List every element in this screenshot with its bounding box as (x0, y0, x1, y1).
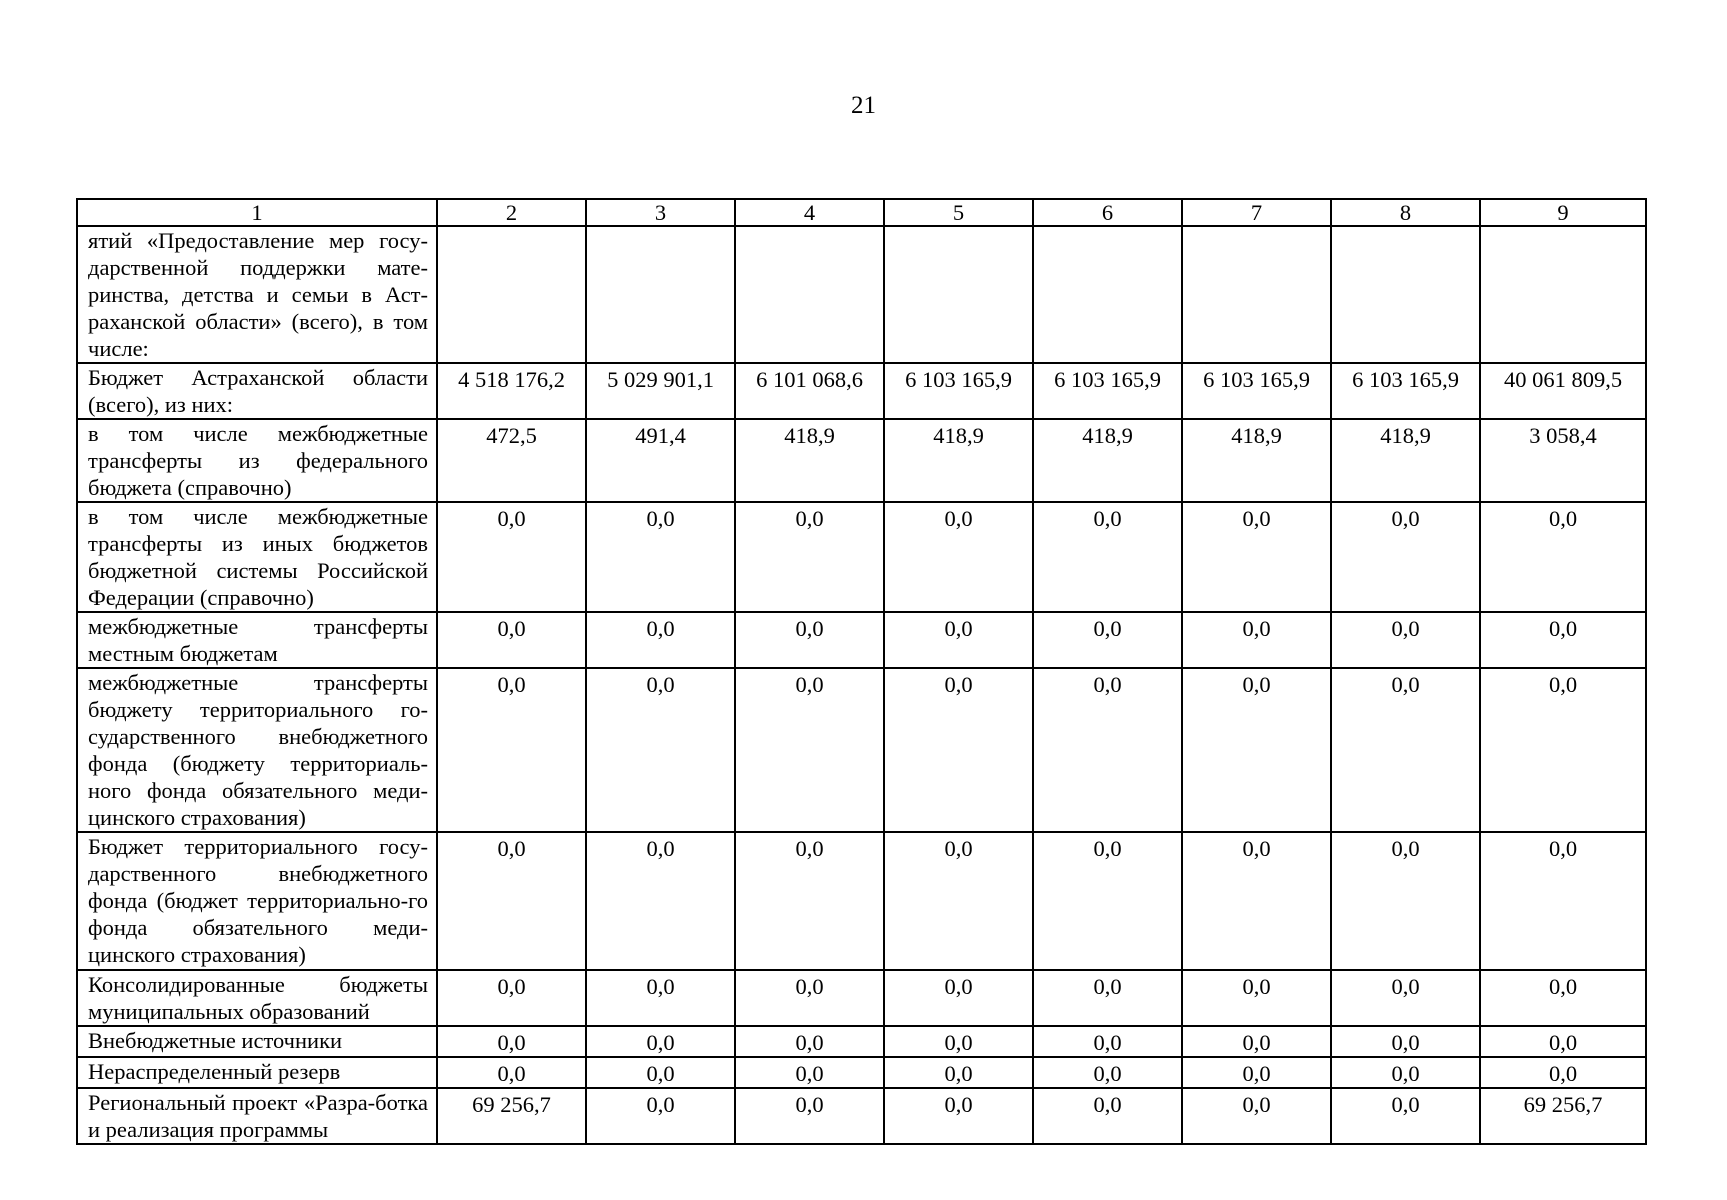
table-cell (1331, 226, 1480, 363)
table-cell: 69 256,7 (437, 1088, 586, 1144)
table-cell (1033, 226, 1182, 363)
row-label: Внебюджетные источники (77, 1026, 437, 1057)
table-cell: 0,0 (1331, 668, 1480, 832)
table-cell: 0,0 (1331, 1088, 1480, 1144)
table-row (77, 363, 1646, 419)
table-cell: 69 256,7 (1480, 1088, 1646, 1144)
table-cell: 0,0 (437, 1057, 586, 1088)
table-cell: 0,0 (1480, 502, 1646, 612)
table-cell: 0,0 (1331, 1057, 1480, 1088)
row-label: межбюджетные трансферты бюджету территориального го-сударственного внебюджетного фонда (бюджету территориаль-ного фонда обязательного меди-цинского страхования) (77, 668, 437, 832)
table-cell: 0,0 (1033, 612, 1182, 668)
table-row (77, 1026, 1646, 1057)
page-number: 21 (851, 92, 876, 119)
table-cell: 0,0 (1033, 1088, 1182, 1144)
table-cell: 418,9 (884, 419, 1033, 502)
table-cell: 418,9 (1033, 419, 1182, 502)
table-cell: 0,0 (437, 1026, 586, 1057)
table-cell: 0,0 (1331, 832, 1480, 970)
table-cell (437, 226, 586, 363)
row-label: межбюджетные трансферты местным бюджетам (77, 612, 437, 668)
table-cell: 491,4 (586, 419, 735, 502)
table-row (77, 612, 1646, 668)
table-cell: 0,0 (1480, 668, 1646, 832)
column-header: 1 (77, 199, 437, 226)
table-cell: 0,0 (735, 832, 884, 970)
table-cell: 0,0 (1033, 1026, 1182, 1057)
table-cell (586, 226, 735, 363)
row-label: ятий «Предоставление мер госу-дарственной поддержки мате-ринства, детства и семьи в Аст-раханской области» (всего), в том числе: (77, 226, 437, 363)
row-label: Бюджет Астраханской области (всего), из них: (77, 363, 437, 419)
table-cell: 418,9 (1182, 419, 1331, 502)
table-cell: 0,0 (1033, 970, 1182, 1026)
table-cell: 6 103 165,9 (1033, 363, 1182, 419)
table-cell: 0,0 (735, 1057, 884, 1088)
table-cell: 0,0 (586, 832, 735, 970)
table-cell: 0,0 (1033, 832, 1182, 970)
table-cell: 0,0 (1182, 832, 1331, 970)
column-header: 6 (1033, 199, 1182, 226)
table-cell: 0,0 (1480, 1026, 1646, 1057)
table-cell: 0,0 (1182, 1057, 1331, 1088)
table-cell: 0,0 (884, 832, 1033, 970)
table-cell: 0,0 (437, 668, 586, 832)
column-header: 9 (1480, 199, 1646, 226)
table-cell: 6 103 165,9 (884, 363, 1033, 419)
table-cell: 0,0 (884, 612, 1033, 668)
table-cell: 0,0 (735, 970, 884, 1026)
table-cell: 0,0 (586, 502, 735, 612)
table-cell (1182, 226, 1331, 363)
table-cell: 0,0 (884, 1057, 1033, 1088)
table-cell: 0,0 (1480, 832, 1646, 970)
table-cell: 5 029 901,1 (586, 363, 735, 419)
table-cell: 0,0 (1182, 502, 1331, 612)
table-cell: 0,0 (1480, 970, 1646, 1026)
table-cell (884, 226, 1033, 363)
column-header: 2 (437, 199, 586, 226)
table-cell: 0,0 (884, 1026, 1033, 1057)
table-cell: 0,0 (884, 1088, 1033, 1144)
table-cell: 418,9 (735, 419, 884, 502)
table-cell: 0,0 (735, 1026, 884, 1057)
table-cell: 472,5 (437, 419, 586, 502)
table-row (77, 1088, 1646, 1144)
table-cell: 0,0 (437, 970, 586, 1026)
column-header: 8 (1331, 199, 1480, 226)
table-cell: 0,0 (586, 970, 735, 1026)
header-row (77, 199, 1646, 226)
table-cell: 0,0 (586, 668, 735, 832)
table-cell: 0,0 (586, 612, 735, 668)
table-cell: 0,0 (1182, 668, 1331, 832)
table-cell: 6 101 068,6 (735, 363, 884, 419)
table-row (77, 419, 1646, 502)
table-cell: 0,0 (1182, 1088, 1331, 1144)
table-cell: 0,0 (1480, 1057, 1646, 1088)
table-cell: 0,0 (437, 612, 586, 668)
column-header: 5 (884, 199, 1033, 226)
row-label: в том числе межбюджетные трансферты из федерального бюджета (справочно) (77, 419, 437, 502)
table-cell: 0,0 (1182, 1026, 1331, 1057)
table-cell: 0,0 (437, 832, 586, 970)
table-cell: 0,0 (735, 502, 884, 612)
table-cell: 418,9 (1331, 419, 1480, 502)
table-row (77, 1057, 1646, 1088)
table-cell: 0,0 (1331, 1026, 1480, 1057)
table-cell: 0,0 (735, 1088, 884, 1144)
table-row (77, 832, 1646, 970)
table-cell: 0,0 (1480, 612, 1646, 668)
row-label: Бюджет территориального госу-дарственного внебюджетного фонда (бюджет территориально-го фонда обязательного меди-цинского страхования) (77, 832, 437, 970)
table-row (77, 226, 1646, 363)
table-cell: 0,0 (586, 1057, 735, 1088)
table-cell: 0,0 (1033, 1057, 1182, 1088)
column-header: 4 (735, 199, 884, 226)
budget-table (76, 198, 1647, 1145)
table-cell: 0,0 (884, 970, 1033, 1026)
table-cell: 0,0 (586, 1088, 735, 1144)
table-cell: 0,0 (1033, 668, 1182, 832)
table-cell: 0,0 (884, 502, 1033, 612)
table-row (77, 668, 1646, 832)
row-label: Региональный проект «Разра-ботка и реализация программы (77, 1088, 437, 1144)
table-row (77, 502, 1646, 612)
table-cell: 0,0 (735, 612, 884, 668)
table-cell: 6 103 165,9 (1331, 363, 1480, 419)
table-row (77, 970, 1646, 1026)
table-cell: 40 061 809,5 (1480, 363, 1646, 419)
table-cell: 0,0 (586, 1026, 735, 1057)
table-cell (735, 226, 884, 363)
table-cell: 0,0 (884, 668, 1033, 832)
table-cell: 0,0 (1033, 502, 1182, 612)
table-cell: 0,0 (735, 668, 884, 832)
row-label: в том числе межбюджетные трансферты из иных бюджетов бюджетной системы Российской Федерации (справочно) (77, 502, 437, 612)
column-header: 7 (1182, 199, 1331, 226)
row-label: Консолидированные бюджеты муниципальных образований (77, 970, 437, 1026)
table-cell (1480, 226, 1646, 363)
table-cell: 0,0 (1331, 502, 1480, 612)
table-cell: 3 058,4 (1480, 419, 1646, 502)
table-cell: 0,0 (437, 502, 586, 612)
table-cell: 0,0 (1182, 612, 1331, 668)
table-cell: 0,0 (1182, 970, 1331, 1026)
column-header: 3 (586, 199, 735, 226)
table-cell: 0,0 (1331, 612, 1480, 668)
row-label: Нераспределенный резерв (77, 1057, 437, 1088)
table-cell: 6 103 165,9 (1182, 363, 1331, 419)
table-cell: 4 518 176,2 (437, 363, 586, 419)
table-cell: 0,0 (1331, 970, 1480, 1026)
